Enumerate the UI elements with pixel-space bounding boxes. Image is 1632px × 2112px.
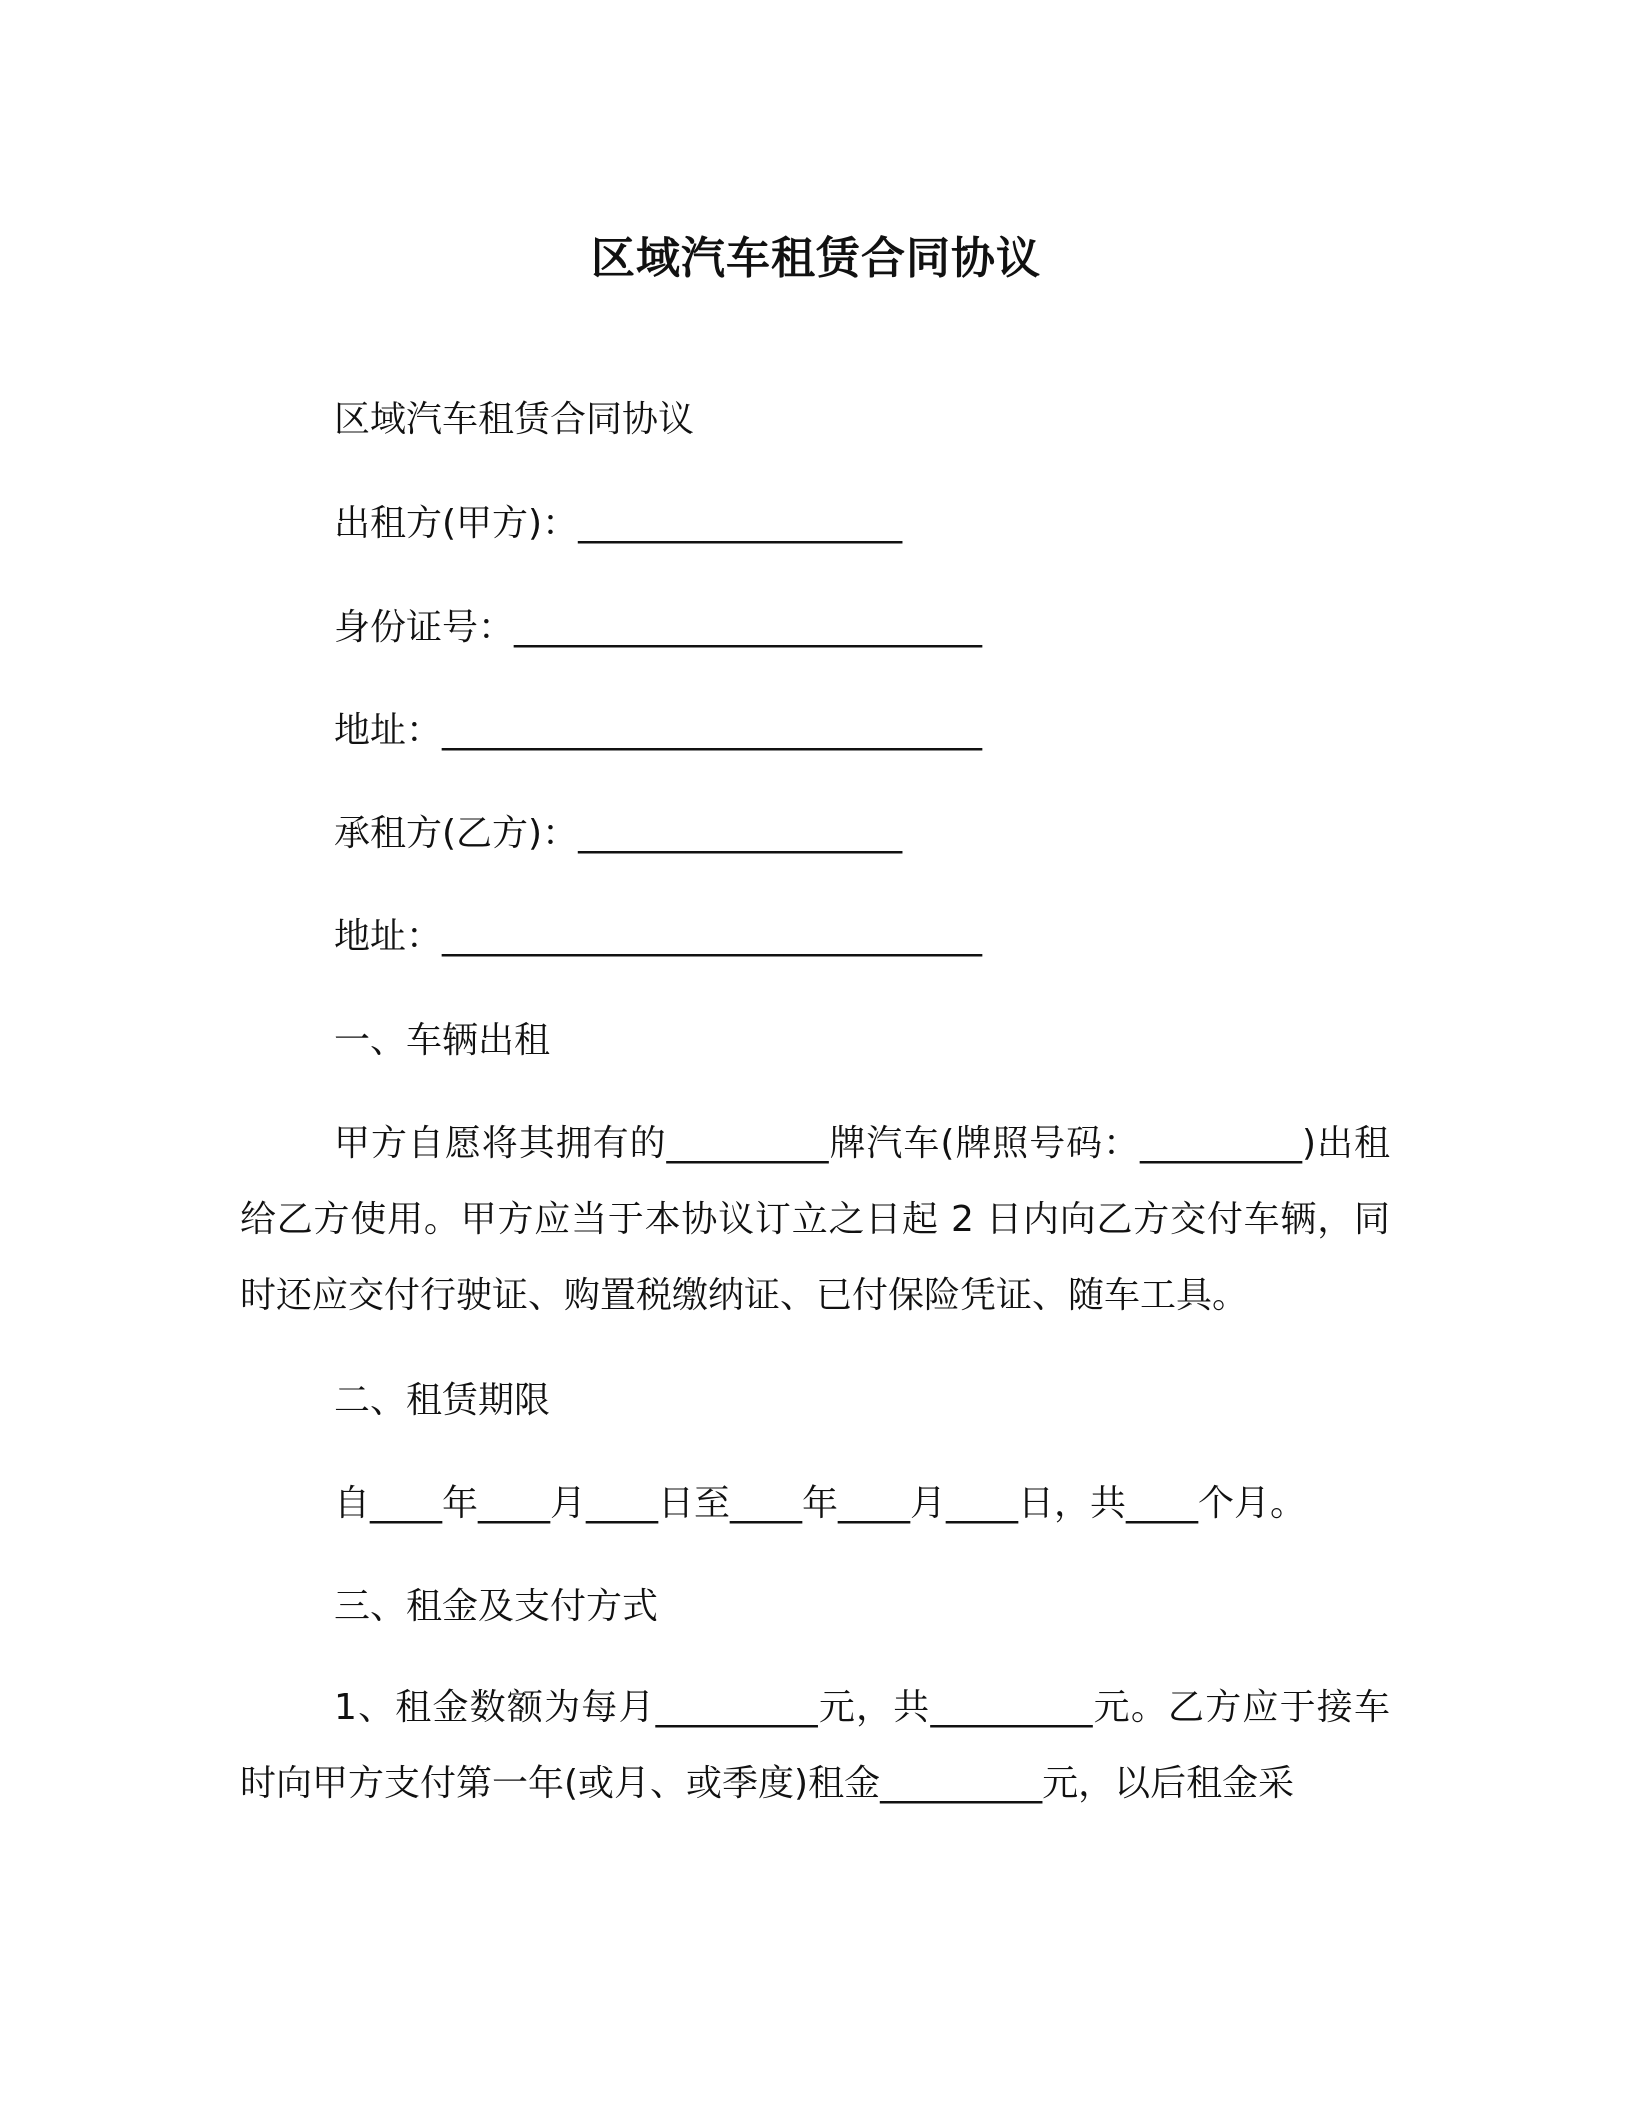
lessee-field: 承租方(乙方)：__________________ — [334, 813, 903, 854]
lessor-address-field: 地址：______________________________ — [334, 710, 983, 751]
document-subtitle: 区域汽车租赁合同协议 — [334, 399, 695, 440]
section3-paragraph: 1、租金数额为每月_________元，共_________元。乙方应于接车时向甲方支付第一年(或月、或季度)租金_________元，以后租金采 — [240, 1687, 1390, 1804]
lessor-field: 出租方(甲方)：__________________ — [334, 503, 903, 544]
section2-heading: 二、租赁期限 — [334, 1380, 551, 1421]
section2-paragraph: 自____年____月____日至____年____月____日，共____个月。 — [334, 1483, 1307, 1524]
document-title: 区域汽车租赁合同协议 — [591, 233, 1041, 284]
section1-paragraph: 甲方自愿将其拥有的_________牌汽车(牌照号码：_________)出租给乙方使用。甲方应当于本协议订立之日起 2 日内向乙方交付车辆，同时还应交付行驶证、购置税缴纳证、已付保险凭证、随车工具。 — [240, 1123, 1390, 1316]
lessee-address-field: 地址：______________________________ — [334, 916, 983, 957]
section3-heading: 三、租金及支付方式 — [334, 1586, 659, 1627]
lessor-id-field: 身份证号：__________________________ — [334, 607, 983, 648]
section1-heading: 一、车辆出租 — [334, 1020, 551, 1061]
